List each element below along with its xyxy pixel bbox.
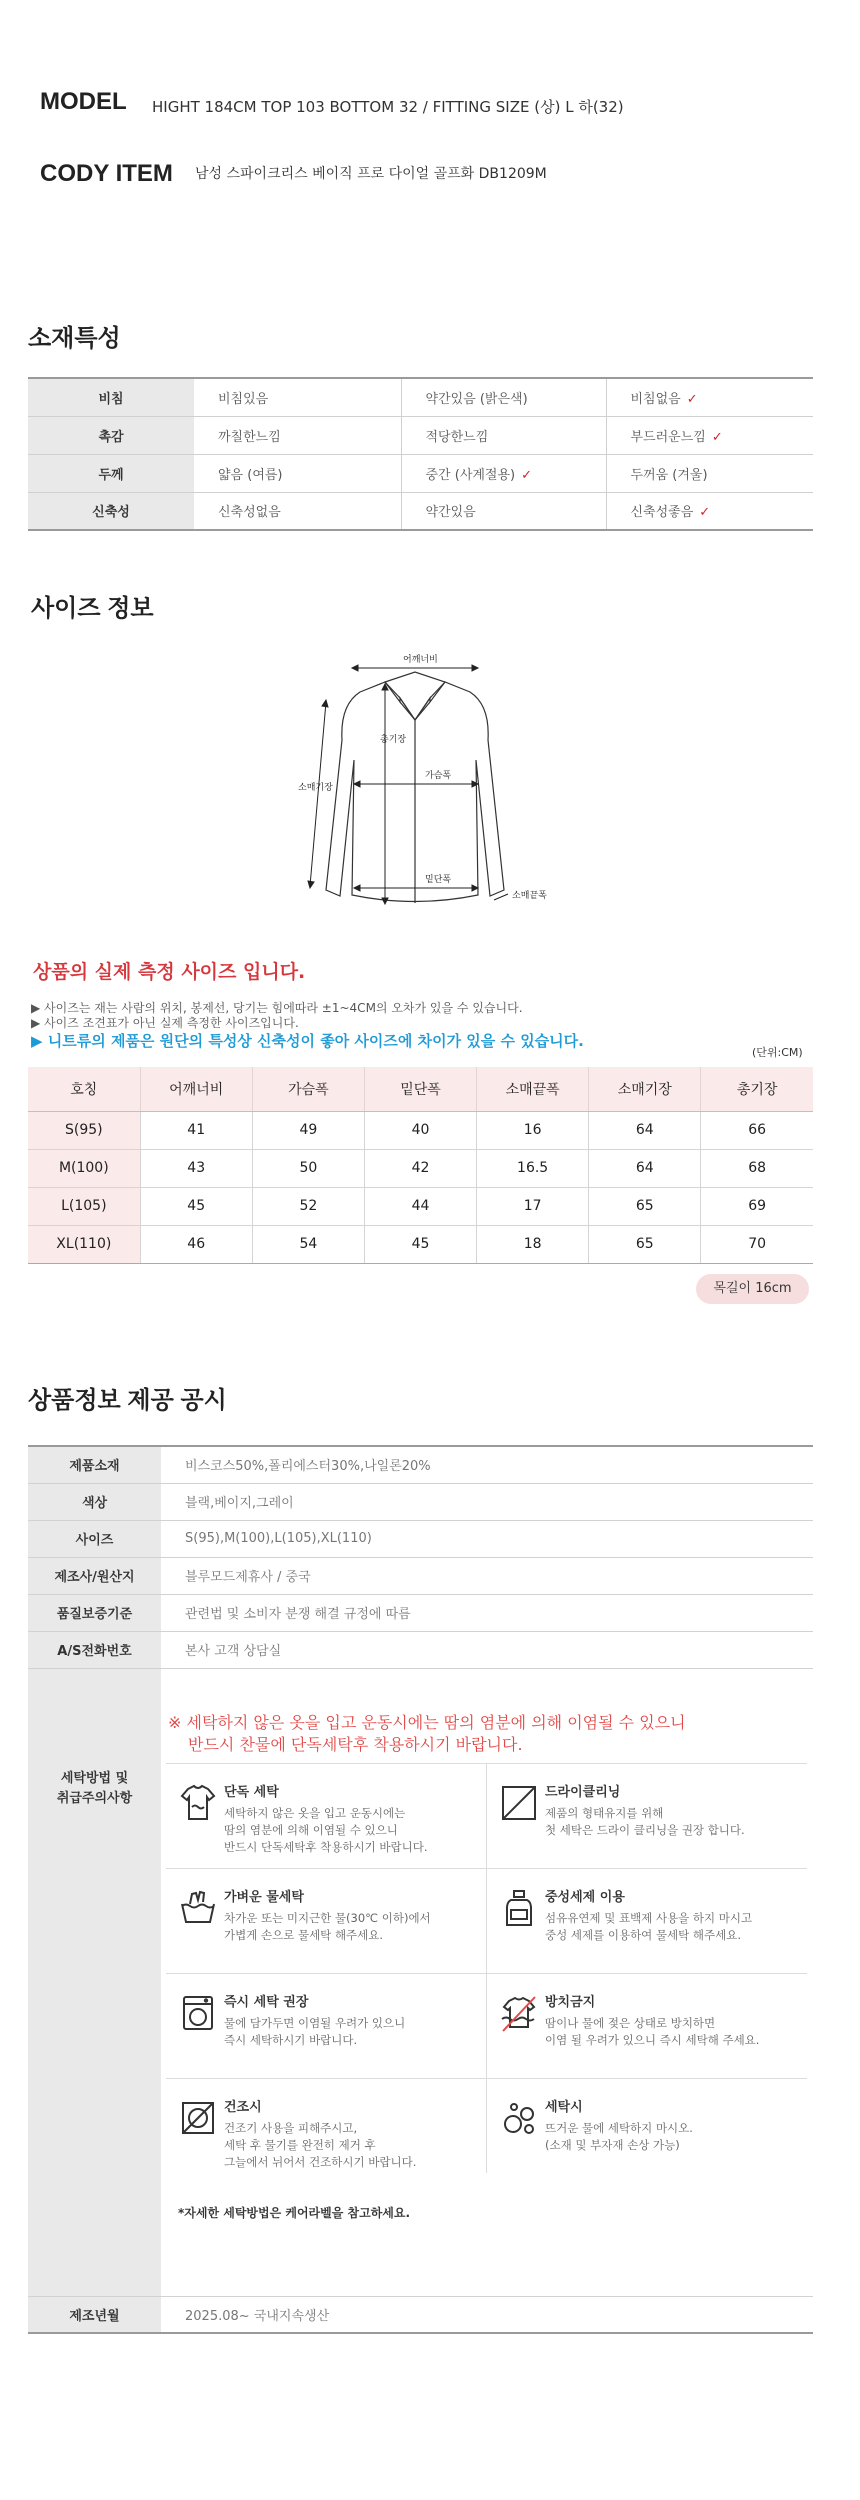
info-row — [28, 1446, 813, 1483]
material-option — [401, 454, 606, 492]
material-row — [28, 378, 813, 416]
care-warning — [168, 1712, 686, 1756]
care-warning-line2: 반드시 찬물에 단독세탁후 착용하시기 바랍니다. — [188, 1735, 523, 1754]
care-warning-line1: ※ 세탁하지 않은 옷을 입고 운동시에는 땀의 염분에 의해 이염될 수 있으니 — [168, 1713, 686, 1732]
material-option — [194, 492, 401, 530]
care-item-line: 이염 될 우려가 있으니 즉시 세탁해 주세요. — [545, 2033, 760, 2047]
care-item-title: 중성세제 이용 — [545, 1890, 625, 1905]
size-col-header: 호칭 — [28, 1067, 140, 1111]
material-row — [28, 416, 813, 454]
size-table — [28, 1067, 813, 1264]
info-key: A/S전화번호 — [28, 1631, 161, 1668]
size-value-cell: 45 — [364, 1225, 476, 1263]
material-option — [194, 378, 401, 416]
model-value: HIGHT 184CM TOP 103 BOTTOM 32 / FITTING SIZE (상) L 하(32) — [152, 98, 624, 116]
material-option-label: 부드러운느낌 — [630, 429, 706, 445]
care-item-line: 뜨거운 물에 세탁하지 마시오. — [545, 2121, 693, 2135]
model-label: MODEL — [40, 88, 127, 115]
care-item-line: 반드시 단독세탁후 착용하시기 바랍니다. — [224, 1840, 428, 1854]
care-item — [166, 1763, 486, 1869]
material-row-head: 신축성 — [28, 492, 194, 530]
care-item-title: 단독 세탁 — [224, 1785, 279, 1800]
diagram-hem-label: 밑단폭 — [425, 875, 452, 885]
info-key: 제품소재 — [28, 1446, 161, 1483]
info-row — [28, 1520, 813, 1557]
info-value: 비스코스50%,폴리에스터30%,나일론20% — [161, 1446, 813, 1483]
size-value-cell: 45 — [140, 1187, 252, 1225]
size-note-2: ▶ 사이즈 조견표가 아닌 실제 측정한 사이즈입니다. — [31, 1016, 299, 1030]
garment-size-diagram — [290, 650, 550, 930]
care-item-line: 즉시 세탁하시기 바랍니다. — [224, 2033, 358, 2047]
material-option-label: 신축성좋음 — [630, 505, 694, 521]
size-value-cell: 41 — [140, 1111, 252, 1149]
material-option — [606, 378, 813, 416]
diagram-total-label: 총기장 — [380, 735, 407, 745]
material-option-label: 까칠한느낌 — [218, 429, 281, 445]
care-item-line: 중성 세제를 이용하여 물세탁 해주세요. — [545, 1928, 742, 1942]
check-icon: ✓ — [699, 505, 711, 521]
tshirt-wash-icon — [178, 1783, 218, 1823]
size-col-header: 어깨너비 — [140, 1067, 252, 1111]
care-item-desc — [224, 2015, 484, 2049]
size-value-cell: 65 — [589, 1187, 701, 1225]
care-key-line2: 취급주의사항 — [56, 1790, 133, 1806]
info-value: 2025.08~ 국내지속생산 — [161, 2296, 813, 2333]
size-value-cell: 16.5 — [477, 1149, 589, 1187]
diagram-shoulder-label: 어깨너비 — [403, 655, 438, 665]
care-item — [166, 2078, 486, 2184]
info-row — [28, 1631, 813, 1668]
size-row — [28, 1187, 813, 1225]
size-value-cell: 52 — [252, 1187, 364, 1225]
material-option-label: 적당한느낌 — [425, 429, 489, 445]
size-value-cell: 40 — [364, 1111, 476, 1149]
size-value-cell: 65 — [589, 1225, 701, 1263]
size-value-cell: 44 — [364, 1187, 476, 1225]
info-key: 제조년월 — [28, 2296, 161, 2333]
material-table — [28, 377, 813, 531]
care-item-desc — [545, 2120, 805, 2154]
care-item-line: 그늘에서 뉘어서 건조하시기 바랍니다. — [224, 2155, 417, 2169]
size-value-cell: 49 — [252, 1111, 364, 1149]
material-option-label: 비침없음 — [630, 391, 681, 407]
care-divider — [166, 1868, 807, 1869]
care-item-title: 즉시 세탁 권장 — [224, 1995, 309, 2010]
hand-wash-icon — [178, 1888, 218, 1928]
size-value-cell: 54 — [252, 1225, 364, 1263]
size-value-cell: 68 — [701, 1149, 813, 1187]
check-icon: ✓ — [686, 391, 698, 407]
info-value: 블랙,베이지,그레이 — [161, 1483, 813, 1520]
care-item — [487, 1763, 807, 1869]
care-item-line: 차가운 또는 미지근한 물(30℃ 이하)에서 — [224, 1911, 431, 1925]
care-item-title: 가벼운 물세탁 — [224, 1890, 304, 1905]
material-row-head: 비침 — [28, 378, 194, 416]
cody-item-label: CODY ITEM — [40, 160, 173, 187]
unit-label: (단위:CM) — [752, 1046, 803, 1059]
info-key: 색상 — [28, 1483, 161, 1520]
diagram-chest-label: 가슴폭 — [425, 771, 452, 781]
care-item — [166, 1973, 486, 2079]
care-item-line: 물에 담가두면 이염될 우려가 있으니 — [224, 2016, 406, 2030]
care-item-title: 세탁시 — [545, 2100, 583, 2115]
size-label-cell: M(100) — [28, 1149, 140, 1187]
material-option — [606, 492, 813, 530]
care-item-line: 섬유유연제 및 표백제 사용을 하지 마시고 — [545, 1911, 753, 1925]
size-value-cell: 69 — [701, 1187, 813, 1225]
size-label-cell: S(95) — [28, 1111, 140, 1149]
size-row — [28, 1149, 813, 1187]
dryer-icon — [178, 2098, 218, 2138]
size-note-knit: ▶ 니트류의 제품은 원단의 특성상 신축성이 좋아 사이즈에 차이가 있을 수 있습니다. — [31, 1032, 584, 1050]
size-col-header: 밑단폭 — [364, 1067, 476, 1111]
product-info-title: 상품정보 제공 공시 — [28, 1387, 227, 1414]
material-option-label: 두꺼움 (겨울) — [630, 467, 708, 483]
size-value-cell: 50 — [252, 1149, 364, 1187]
info-key: 제조사/원산지 — [28, 1557, 161, 1594]
info-row — [28, 1594, 813, 1631]
size-value-cell: 42 — [364, 1149, 476, 1187]
size-value-cell: 43 — [140, 1149, 252, 1187]
size-label-cell: XL(110) — [28, 1225, 140, 1263]
care-item-line: 땀의 염분에 의해 이염될 수 있으니 — [224, 1823, 398, 1837]
care-item-title: 방치금지 — [545, 1995, 596, 2010]
care-item-line: 제품의 형태유지를 위해 — [545, 1806, 664, 1820]
care-item-line: (소재 및 부자재 손상 가능) — [545, 2138, 680, 2152]
care-item-title: 건조시 — [224, 2100, 262, 2115]
size-value-cell: 64 — [589, 1149, 701, 1187]
care-key — [28, 1668, 161, 2296]
info-row — [28, 1557, 813, 1594]
size-value-cell: 70 — [701, 1225, 813, 1263]
care-item-title: 드라이클리닝 — [545, 1785, 621, 1800]
care-item-desc — [224, 1805, 484, 1856]
info-value: 블루모드제휴사 / 중국 — [161, 1557, 813, 1594]
material-row-head: 촉감 — [28, 416, 194, 454]
material-option-label: 얇음 (여름) — [218, 467, 283, 483]
material-row-head: 두께 — [28, 454, 194, 492]
care-divider — [166, 1763, 807, 1764]
size-value-cell: 17 — [477, 1187, 589, 1225]
material-option — [194, 454, 401, 492]
material-option-label: 약간있음 — [425, 505, 476, 521]
care-item-line: 세탁하지 않은 옷을 입고 운동시에는 — [224, 1806, 406, 1820]
info-value: 본사 고객 상담실 — [161, 1631, 813, 1668]
size-value-cell: 16 — [477, 1111, 589, 1149]
care-item-line: 건조기 사용을 피해주시고, — [224, 2121, 358, 2135]
size-col-header: 총기장 — [701, 1067, 813, 1111]
care-item — [487, 1868, 807, 1974]
care-item — [487, 2078, 807, 2184]
care-item-line: 땀이나 물에 젖은 상태로 방치하면 — [545, 2016, 716, 2030]
info-row — [28, 1483, 813, 1520]
material-option — [401, 492, 606, 530]
material-option — [401, 378, 606, 416]
material-option — [194, 416, 401, 454]
actual-size-notice: 상품의 실제 측정 사이즈 입니다. — [33, 961, 306, 983]
care-item-desc — [545, 1910, 805, 1944]
info-row — [28, 2296, 813, 2333]
care-item-desc — [224, 1910, 484, 1944]
care-item-desc — [224, 2120, 484, 2171]
material-option — [606, 416, 813, 454]
detergent-icon — [499, 1888, 539, 1928]
care-item-line: 첫 세탁은 드라이 클리닝을 권장 합니다. — [545, 1823, 745, 1837]
check-icon: ✓ — [711, 429, 723, 445]
dry-clean-icon — [499, 1783, 539, 1823]
size-col-header: 소매기장 — [589, 1067, 701, 1111]
bubbles-icon — [499, 2098, 539, 2138]
info-key: 품질보증기준 — [28, 1594, 161, 1631]
care-footnote: *자세한 세탁방법은 케어라벨을 참고하세요. — [178, 2206, 411, 2220]
check-icon: ✓ — [521, 467, 533, 483]
care-item-desc — [545, 1805, 805, 1839]
material-option-label: 비침있음 — [218, 391, 269, 407]
diagram-cuff-label: 소매끝폭 — [512, 891, 547, 901]
cody-item-value: 남성 스파이크리스 베이직 프로 다이얼 골프화 DB1209M — [195, 166, 547, 182]
info-value: 관련법 및 소비자 분쟁 해결 규정에 따름 — [161, 1594, 813, 1631]
material-option-label: 신축성없음 — [218, 505, 281, 521]
care-divider — [166, 2078, 807, 2079]
care-divider — [166, 1973, 807, 1974]
info-key: 사이즈 — [28, 1520, 161, 1557]
washing-machine-icon — [178, 1993, 218, 2033]
size-value-cell: 64 — [589, 1111, 701, 1149]
material-row — [28, 454, 813, 492]
size-section-title: 사이즈 정보 — [31, 595, 154, 622]
care-item-line: 가볍게 손으로 물세탁 해주세요. — [224, 1928, 384, 1942]
care-item — [487, 1973, 807, 2079]
size-row — [28, 1225, 813, 1263]
size-value-cell: 66 — [701, 1111, 813, 1149]
material-option — [606, 454, 813, 492]
diagram-sleeve-label: 소매기장 — [298, 783, 333, 793]
material-row — [28, 492, 813, 530]
care-key-line1: 세탁방법 및 — [60, 1770, 129, 1786]
material-option — [401, 416, 606, 454]
size-col-header: 소매끝폭 — [477, 1067, 589, 1111]
size-note-1: ▶ 사이즈는 재는 사람의 위치, 봉제선, 당기는 힘에따라 ±1~4CM의 오차가 있을 수 있습니다. — [31, 1001, 523, 1015]
care-item-line: 세탁 후 물기를 완전히 제거 후 — [224, 2138, 376, 2152]
info-value: S(95),M(100),L(105),XL(110) — [161, 1520, 813, 1557]
size-col-header: 가슴폭 — [252, 1067, 364, 1111]
size-value-cell: 46 — [140, 1225, 252, 1263]
neck-length-badge: 목길이 16cm — [696, 1274, 809, 1304]
care-item-desc — [545, 2015, 805, 2049]
material-option-label: 약간있음 (밝은색) — [425, 391, 528, 407]
no-soak-icon — [499, 1993, 539, 2033]
size-label-cell: L(105) — [28, 1187, 140, 1225]
care-item — [166, 1868, 486, 1974]
size-row — [28, 1111, 813, 1149]
material-section-title: 소재특성 — [28, 325, 121, 352]
material-option-label: 중간 (사계절용) — [425, 467, 516, 483]
size-value-cell: 18 — [477, 1225, 589, 1263]
care-divider — [486, 1763, 487, 2173]
